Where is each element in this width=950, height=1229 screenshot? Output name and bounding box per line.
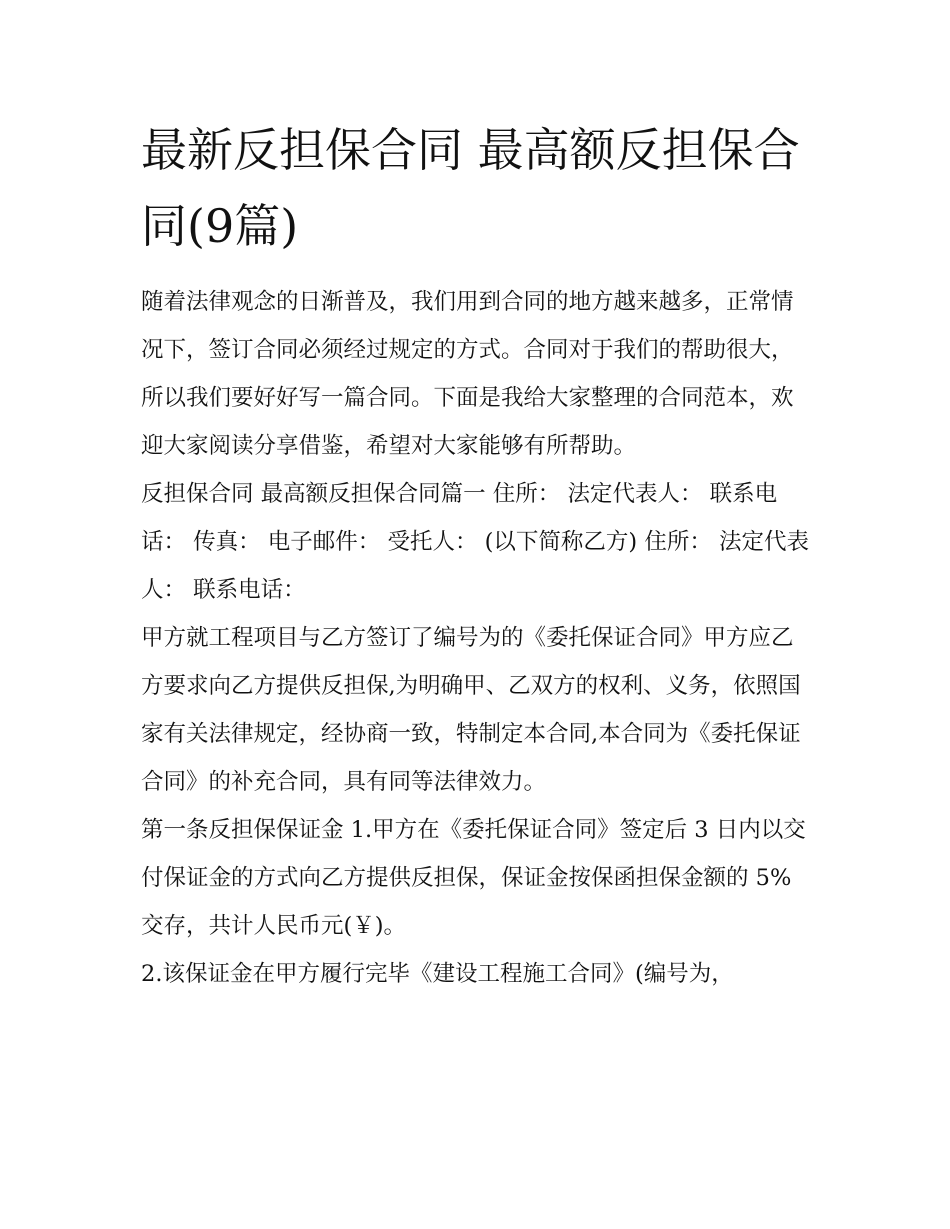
contract-purpose-paragraph: 甲方就工程项目与乙方签订了编号为的《委托保证合同》甲方应乙方要求向乙方提供反担保,为明确甲、乙双方的权利、义务，依照国家有关法律规定，经协商一致，特制定本合同,本合同为《委托保证合同》的补充合同，具有同等法律效力。 bbox=[141, 625, 801, 795]
document-title: 最新反担保合同 最高额反担保合同(9篇) bbox=[141, 123, 800, 253]
article-one-paragraph: 第一条反担保保证金 1.甲方在《委托保证合同》签定后 3 日内以交付保证金的方式向乙方提供反担保，保证金按保函担保金额的 5%交存，共计人民币元(￥)。 bbox=[141, 817, 806, 939]
intro-paragraph: 随着法律观念的日渐普及，我们用到合同的地方越来越多，正常情况下，签订合同必须经过规定的方式。合同对于我们的帮助很大，所以我们要好好写一篇合同。下面是我给大家整理的合同范本，欢迎大家阅读分享借鉴，希望对大家能够有所帮助。 bbox=[141, 289, 794, 459]
clause-two-paragraph: 2.该保证金在甲方履行完毕《建设工程施工合同》(编号为， bbox=[141, 961, 734, 987]
document-body bbox=[141, 112, 813, 998]
party-info-paragraph: 反担保合同 最高额反担保合同篇一 住所： 法定代表人： 联系电话： 传真： 电子邮件： 受托人： (以下简称乙方) 住所： 法定代表人： 联系电话： bbox=[141, 481, 809, 603]
